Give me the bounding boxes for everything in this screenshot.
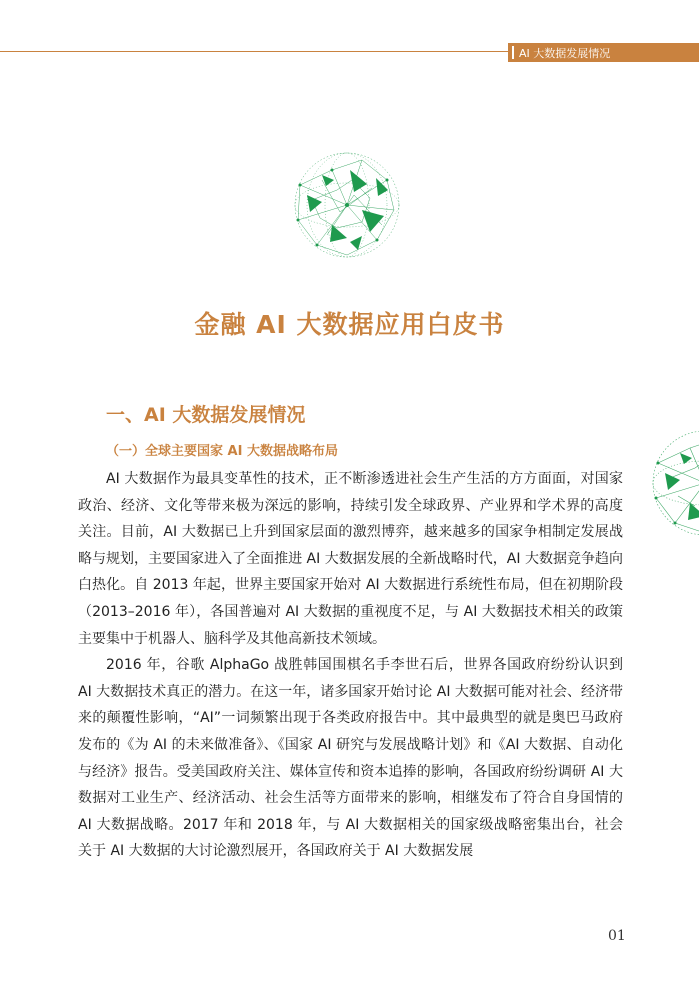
header-rule: [0, 51, 508, 52]
network-globe-icon: [292, 150, 402, 260]
page-number: 01: [608, 928, 626, 944]
header-section-tab: [508, 43, 699, 62]
paragraph: AI 大数据作为最具变革性的技术，正不断渗透进社会生产生活的方方面面，对国家政治、经济、文化等带来极为深远的影响，持续引发全球政界、产业界和学术界的高度关注。目前，AI 大数据已上升到国家层面的激烈博弈，越来越多的国家争相制定发展战略与规划，主要国家进入了全面推进 AI 大数据发展的全新战略时代，AI 大数据竞争趋向白热化。自 2013 年起，世界主要国家开始对 AI 大数据进行系统性布局，但在初期阶段（2013–2016 年），各国普遍对 AI 大数据的重视度不足，与 AI 大数据技术相关的政策主要集中于机器人、脑科学及其他高新技术领域。: [78, 471, 623, 647]
header-tab-marker: [512, 46, 514, 59]
paragraph: 2016 年，谷歌 AlphaGo 战胜韩国围棋名手李世石后，世界各国政府纷纷认识到 AI 大数据技术真正的潜力。在这一年，诸多国家开始讨论 AI 大数据可能对社会、经济带来的颠覆性影响，“AI”一词频繁出现于各类政府报告中。其中最典型的就是奥巴马政府发布的《为 AI 的未来做准备》、《国家 AI 研究与发展战略计划》和《AI 大数据、自动化与经济》报告。受美国政府关注、媒体宣传和资本追捧的影响，各国政府纷纷调研 AI 大数据对工业生产、经济活动、社会生活等方面带来的影响，相继发布了符合自身国情的 AI 大数据战略。2017 年和 2018 年，与 AI 大数据相关的国家级战略密集出台，社会关于 AI 大数据的大讨论激烈展开，各国政府关于 AI 大数据发展: [78, 657, 623, 860]
document-title: 金融 AI 大数据应用白皮书: [194, 310, 505, 339]
subsection-heading: （一）全球主要国家 AI 大数据战略布局: [106, 444, 338, 459]
section-heading: 一、AI 大数据发展情况: [106, 404, 306, 426]
body-text: [78, 466, 623, 865]
header-section-label: AI 大数据发展情况: [519, 46, 611, 60]
network-globe-partial-icon: [650, 428, 699, 538]
